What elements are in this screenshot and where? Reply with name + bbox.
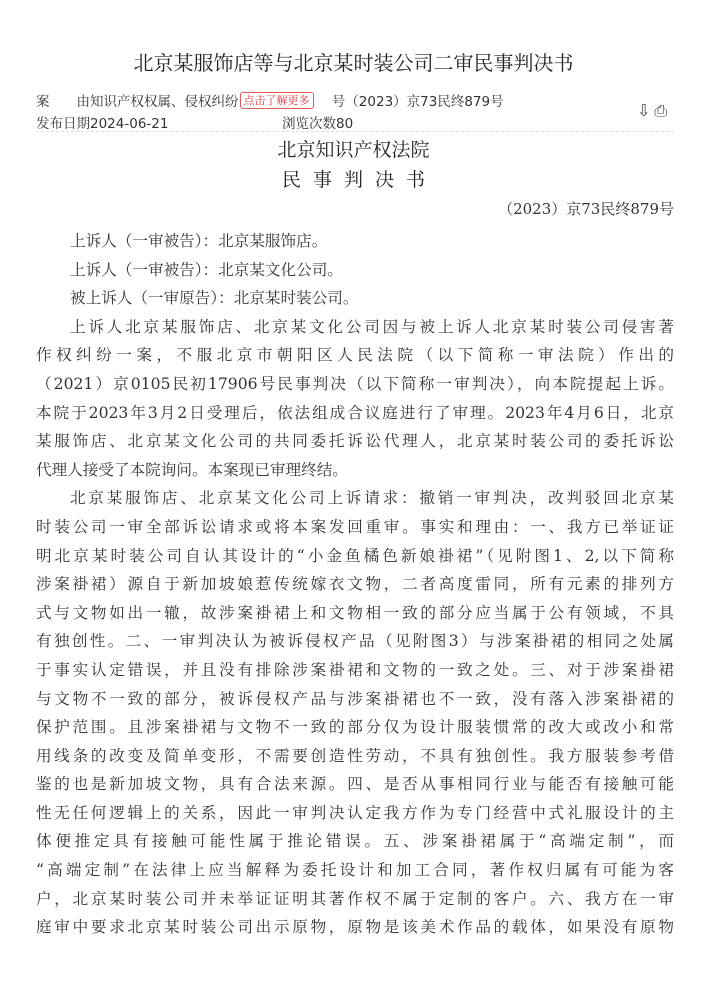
- party-line: 上诉人（一审被告）：北京某服饰店。: [70, 232, 328, 250]
- publish-label: 发布日期: [36, 116, 90, 132]
- document-case-number: （2023）京73民终879号: [498, 200, 674, 218]
- publish-date: 2024-06-21: [90, 116, 169, 132]
- paragraph: [36, 313, 674, 485]
- paragraph-line: 与文物不一致的部分，被诉侵权产品与涉案褂裙也不一致，没有落入涉案褂裙的: [36, 689, 674, 708]
- paragraph-line: 于事实认定错误，并且没有排除涉案褂裙和文物的一致之处。三、对于涉案褂裙: [36, 660, 674, 679]
- paragraph-line: “高端定制”在法律上应当解释为委托设计和加工合同，著作权归属有可能为客: [36, 861, 674, 880]
- page-title: 北京某服饰店等与北京某时装公司二审民事判决书: [133, 51, 574, 75]
- views-label: 浏览次数: [282, 116, 336, 132]
- paragraph-line: 北京某服饰店、北京某文化公司上诉请求：撤销一审判决，改判驳回北京某: [70, 489, 674, 508]
- document-type: 民事判决书: [281, 169, 437, 191]
- paragraph-line: 代理人接受了本院询问。本案现已审理终结。: [36, 460, 348, 479]
- paragraph-line: 作权纠纷一案，不服北京市朝阳区人民法院（以下简称一审法院）作出的: [36, 346, 674, 365]
- download-icon[interactable]: ⇩: [637, 101, 651, 120]
- paragraph-line: 有独创性。二、一审判决认为被诉侵权产品（见附图3）与涉案褂裙的相同之处属: [36, 632, 674, 651]
- toolbar-icons: [637, 101, 671, 121]
- cause-label: 案 由: [36, 94, 90, 110]
- divider: [36, 131, 674, 132]
- paragraph-line: 保护范围。且涉案褂裙与文物不一致的部分仅为设计服装惯常的改大或改小和常: [36, 718, 674, 737]
- party-line: 上诉人（一审被告）：北京某文化公司。: [70, 260, 343, 279]
- paragraph-line: 本院于2023年3月2日受理后，依法组成合议庭进行了审理。2023年4月6日，北京: [36, 403, 674, 422]
- views-value: 80: [336, 116, 354, 132]
- learn-more-button[interactable]: 点击了解更多: [240, 92, 314, 109]
- paragraph: [36, 484, 674, 942]
- paragraph-line: 上诉人北京某服饰店、北京某文化公司因与被上诉人北京某时装公司侵害著: [70, 317, 674, 336]
- court-name: 北京知识产权法院: [277, 139, 430, 161]
- paragraph-line: 式与文物如出一辙，故涉案褂裙上和文物相一致的部分应当属于公有领域，不具: [36, 603, 674, 622]
- paragraph-line: 户，北京某时装公司并未举证证明其著作权不属于定制的客户。六、我方在一审: [36, 889, 674, 908]
- paragraph-line: 明北京某时装公司自认其设计的“小金鱼橘色新娘褂裙”（见附图1、2,以下简称: [36, 546, 674, 565]
- print-icon[interactable]: ⎙: [654, 101, 668, 120]
- paragraph-line: 体便推定具有接触可能性属于推论错误。五、涉案褂裙属于“高端定制”，而: [36, 832, 674, 851]
- case-no: （2023）京73民终879号: [345, 94, 504, 110]
- paragraph-line: 某服饰店、北京某文化公司的共同委托诉讼代理人，北京某时装公司的委托诉讼: [36, 432, 674, 451]
- paragraph-line: 涉案褂裙）源自于新加坡娘惹传统嫁衣文物，二者高度雷同，所有元素的排列方: [36, 575, 674, 594]
- case-cause-row: [36, 90, 504, 110]
- paragraph-line: 庭审中要求北京某时装公司出示原物，原物是该美术作品的载体，如果没有原物: [36, 918, 674, 937]
- paragraph-line: 用线条的改变及简单变形，不需要创造性劳动，不具有独创性。我方服装参考借: [36, 746, 674, 765]
- views-count: [282, 112, 353, 132]
- document-body: [36, 227, 674, 942]
- paragraph-line: （2021）京0105民初17906号民事判决（以下简称一审判决），向本院提起上诉。: [36, 374, 674, 393]
- publish-date-row: [36, 112, 168, 132]
- cause-value: 知识产权权属、侵权纠纷: [90, 94, 239, 110]
- paragraph-line: 时装公司一审全部诉讼请求或将本案发回重审。事实和理由：一、我方已举证证: [36, 517, 674, 536]
- case-no-label: 号: [331, 94, 346, 110]
- party-line: 被上诉人（一审原告）：北京某时装公司。: [70, 289, 359, 308]
- paragraph-line: 性无任何逻辑上的关系，因此一审判决认定我方作为专门经营中式礼服设计的主: [36, 803, 674, 822]
- paragraph-line: 鉴的也是新加坡文物，具有合法来源。四、是否从事相同行业与能否有接触可能: [36, 775, 674, 794]
